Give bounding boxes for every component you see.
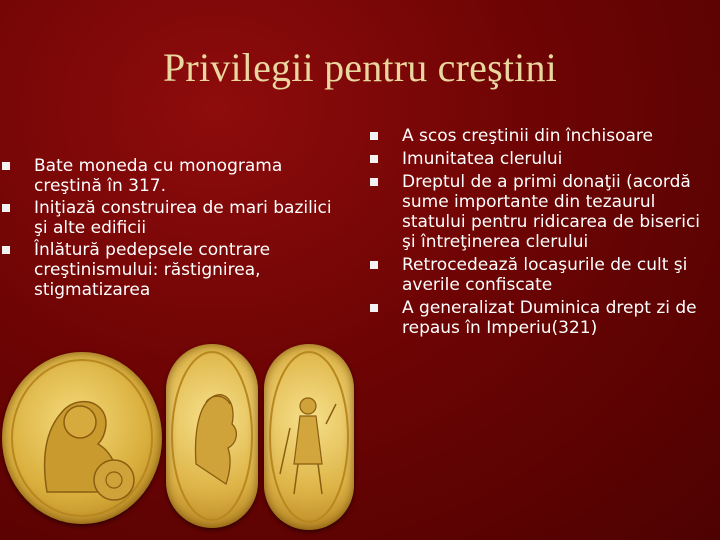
bullet-square-icon	[370, 178, 378, 186]
list-item	[370, 149, 715, 169]
coin-figure-icon	[264, 344, 354, 530]
list-item	[2, 156, 342, 196]
coin-image-right	[264, 344, 354, 530]
bullet-square-icon	[2, 162, 10, 170]
left-bullet-list	[2, 156, 342, 302]
bullet-text: Bate moneda cu monograma creştină în 317.	[34, 156, 283, 196]
bullet-text: Dreptul de a primi donaţii (acordă sume importante din tezaurul statului pentru ridicarea de biserici şi întreţinerea clerului	[402, 172, 701, 252]
bullet-text: A scos creştinii din închisoare	[402, 126, 653, 146]
list-item	[370, 126, 715, 146]
list-item	[2, 240, 342, 300]
bullet-square-icon	[2, 204, 10, 212]
bullet-square-icon	[370, 304, 378, 312]
bullet-square-icon	[370, 155, 378, 163]
coin-image-left	[2, 352, 162, 524]
bullet-text: Imunitatea clerului	[402, 149, 563, 169]
bullet-square-icon	[370, 132, 378, 140]
list-item	[370, 298, 715, 338]
list-item	[370, 172, 715, 252]
slide-title: Privilegii pentru creştini	[162, 45, 557, 90]
coin-image-middle	[166, 344, 258, 528]
bullet-text: Retrocedează locaşurile de cult şi averile confiscate	[402, 255, 688, 295]
bullet-text: Iniţiază construirea de mari bazilici şi alte edificii	[34, 198, 332, 238]
coin-portrait-icon	[166, 344, 258, 528]
bullet-square-icon	[2, 246, 10, 254]
list-item	[370, 255, 715, 295]
right-bullet-list	[370, 126, 715, 341]
bullet-text: A generalizat Duminica drept zi de repaus în Imperiu(321)	[402, 298, 697, 338]
bullet-square-icon	[370, 261, 378, 269]
coin-relief-icon	[2, 352, 162, 524]
list-item	[2, 198, 342, 238]
bullet-text: Înlătură pedepsele contrare creştinismului: răstignirea, stigmatizarea	[34, 240, 271, 300]
